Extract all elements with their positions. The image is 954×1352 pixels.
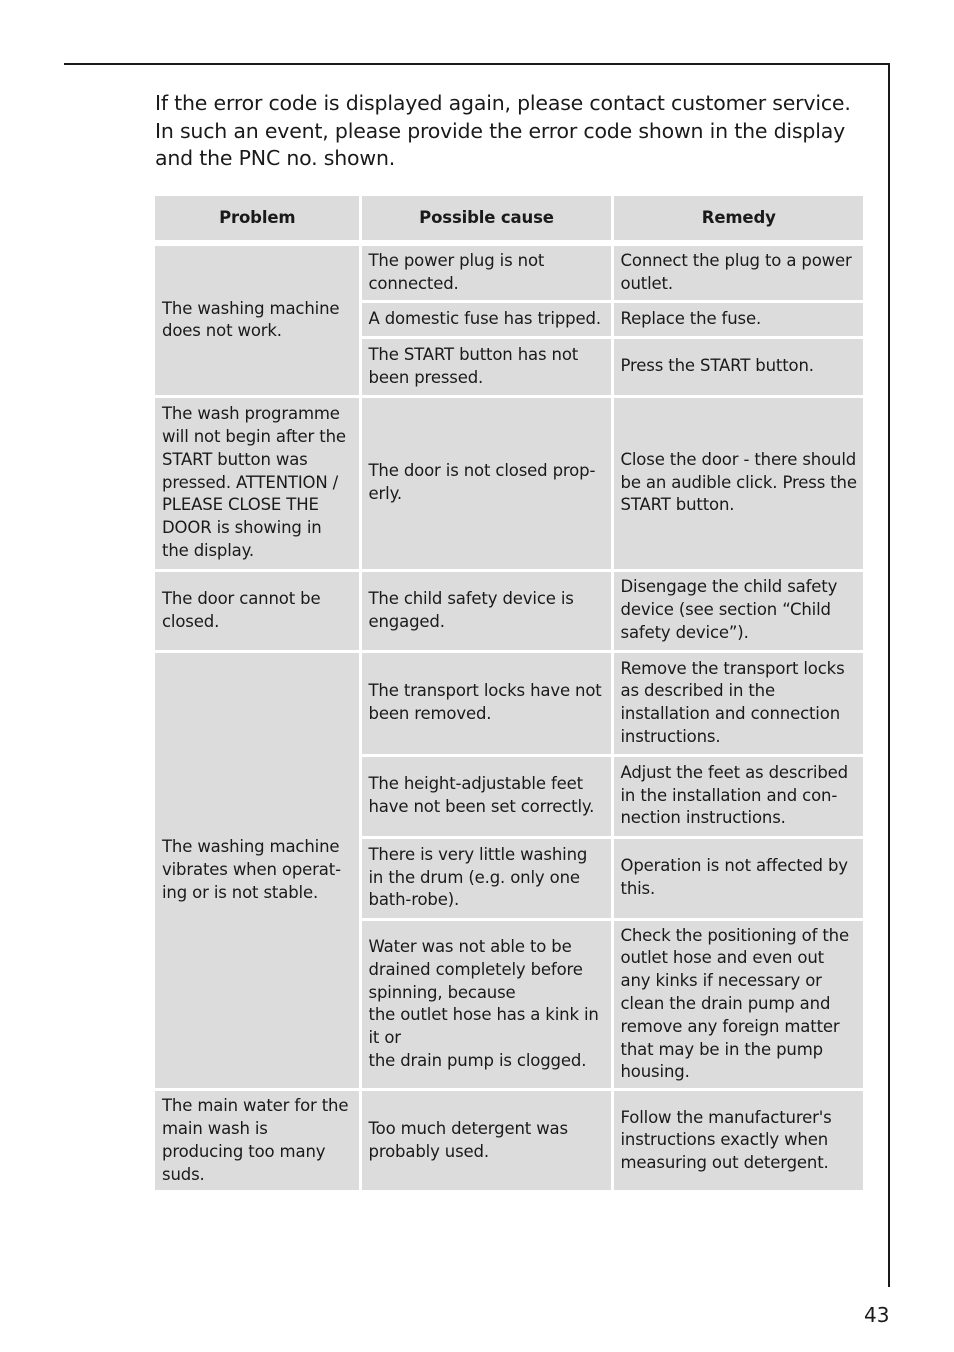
cause-cell	[360, 396, 612, 570]
header-possible-cause: Possible cause	[360, 196, 612, 243]
remedy-cell	[612, 337, 863, 396]
remedy-cell	[612, 651, 863, 755]
remedy-text: Remove the transport locks as described in the installation and connection instructions.	[620, 658, 845, 746]
table-row	[155, 243, 863, 301]
cause-cell	[360, 301, 612, 337]
problem-text: The washing machine does not work.	[162, 298, 340, 341]
cause-text: The height-adjustable feet have not been set correctly.	[368, 774, 595, 817]
remedy-text: Disengage the child safety device (see section “Child safety device”).	[620, 577, 838, 642]
cause-text: Water was not able to be drained completely before spinning, because the outlet hose has a kink in it or the drain pump is clogged.	[368, 936, 599, 1070]
remedy-text: Connect the plug to a power outlet.	[620, 251, 852, 293]
cause-cell	[360, 755, 612, 837]
cause-text: The child safety device is engaged.	[368, 588, 574, 631]
remedy-cell	[612, 837, 863, 919]
header-remedy: Remedy	[612, 196, 863, 243]
remedy-cell	[612, 919, 863, 1090]
cause-text: Too much detergent was probably used.	[368, 1118, 568, 1161]
remedy-cell	[612, 1090, 863, 1192]
table-row	[155, 570, 863, 651]
cause-cell	[360, 919, 612, 1090]
remedy-text: Follow the manufacturer's instructions exactly when measuring out detergent.	[620, 1107, 832, 1173]
remedy-cell	[612, 243, 863, 301]
remedy-text: Operation is not affected by this.	[620, 856, 848, 899]
problem-cell	[155, 651, 360, 1090]
problem-text: The main water for the main wash is producing too many suds.	[162, 1096, 349, 1184]
page-number: 43	[864, 1303, 890, 1327]
intro-paragraph: If the error code is displayed again, please contact customer service. In such an event, please provide the error code shown in the display and the PNC no. shown.	[155, 91, 851, 170]
remedy-cell	[612, 755, 863, 837]
cause-text: The door is not closed prop-erly.	[368, 461, 596, 504]
problem-text: The wash programme will not begin after the START button was pressed. ATTENTION / PLEASE CLOSE THE DOOR is showing in the display.	[162, 404, 346, 561]
cause-cell	[360, 243, 612, 301]
problem-text: The washing machine vibrates when operat-ing or is not stable.	[162, 837, 341, 902]
header-problem: Problem	[155, 196, 360, 243]
table-row	[155, 396, 863, 570]
cause-text: A domestic fuse has tripped.	[368, 308, 601, 328]
remedy-text: Close the door - there should be an audible click. Press the START button.	[620, 449, 857, 515]
cause-text: The transport locks have not been removed.	[368, 681, 602, 724]
problem-cell	[155, 396, 360, 570]
cause-cell	[360, 570, 612, 651]
remedy-cell	[612, 396, 863, 570]
cause-cell	[360, 651, 612, 755]
cause-cell	[360, 337, 612, 396]
troubleshooting-table	[155, 196, 863, 1193]
cause-cell	[360, 837, 612, 919]
problem-cell	[155, 243, 360, 396]
cause-text: The power plug is not connected.	[368, 251, 545, 293]
cause-text: The START button has not been pressed.	[368, 344, 579, 387]
remedy-text: Adjust the feet as described in the installation and con-nection instructions.	[620, 762, 848, 828]
table-row	[155, 651, 863, 755]
table-header-row	[155, 196, 863, 243]
remedy-text: Replace the fuse.	[620, 308, 762, 328]
problem-cell	[155, 570, 360, 651]
problem-text: The door cannot be closed.	[162, 588, 321, 631]
right-rule	[888, 63, 890, 1287]
remedy-text: Check the positioning of the outlet hose and even out any kinks if necessary or clean the drain pump and remove any foreign matter that may be in the pump housing.	[620, 925, 849, 1082]
remedy-cell	[612, 301, 863, 337]
top-rule	[64, 63, 890, 65]
remedy-text: Press the START button.	[620, 356, 814, 376]
cause-text: There is very little washing in the drum (e.g. only one bath-robe).	[368, 844, 588, 910]
problem-cell	[155, 1090, 360, 1192]
cause-cell	[360, 1090, 612, 1192]
remedy-cell	[612, 570, 863, 651]
table-row	[155, 1090, 863, 1192]
